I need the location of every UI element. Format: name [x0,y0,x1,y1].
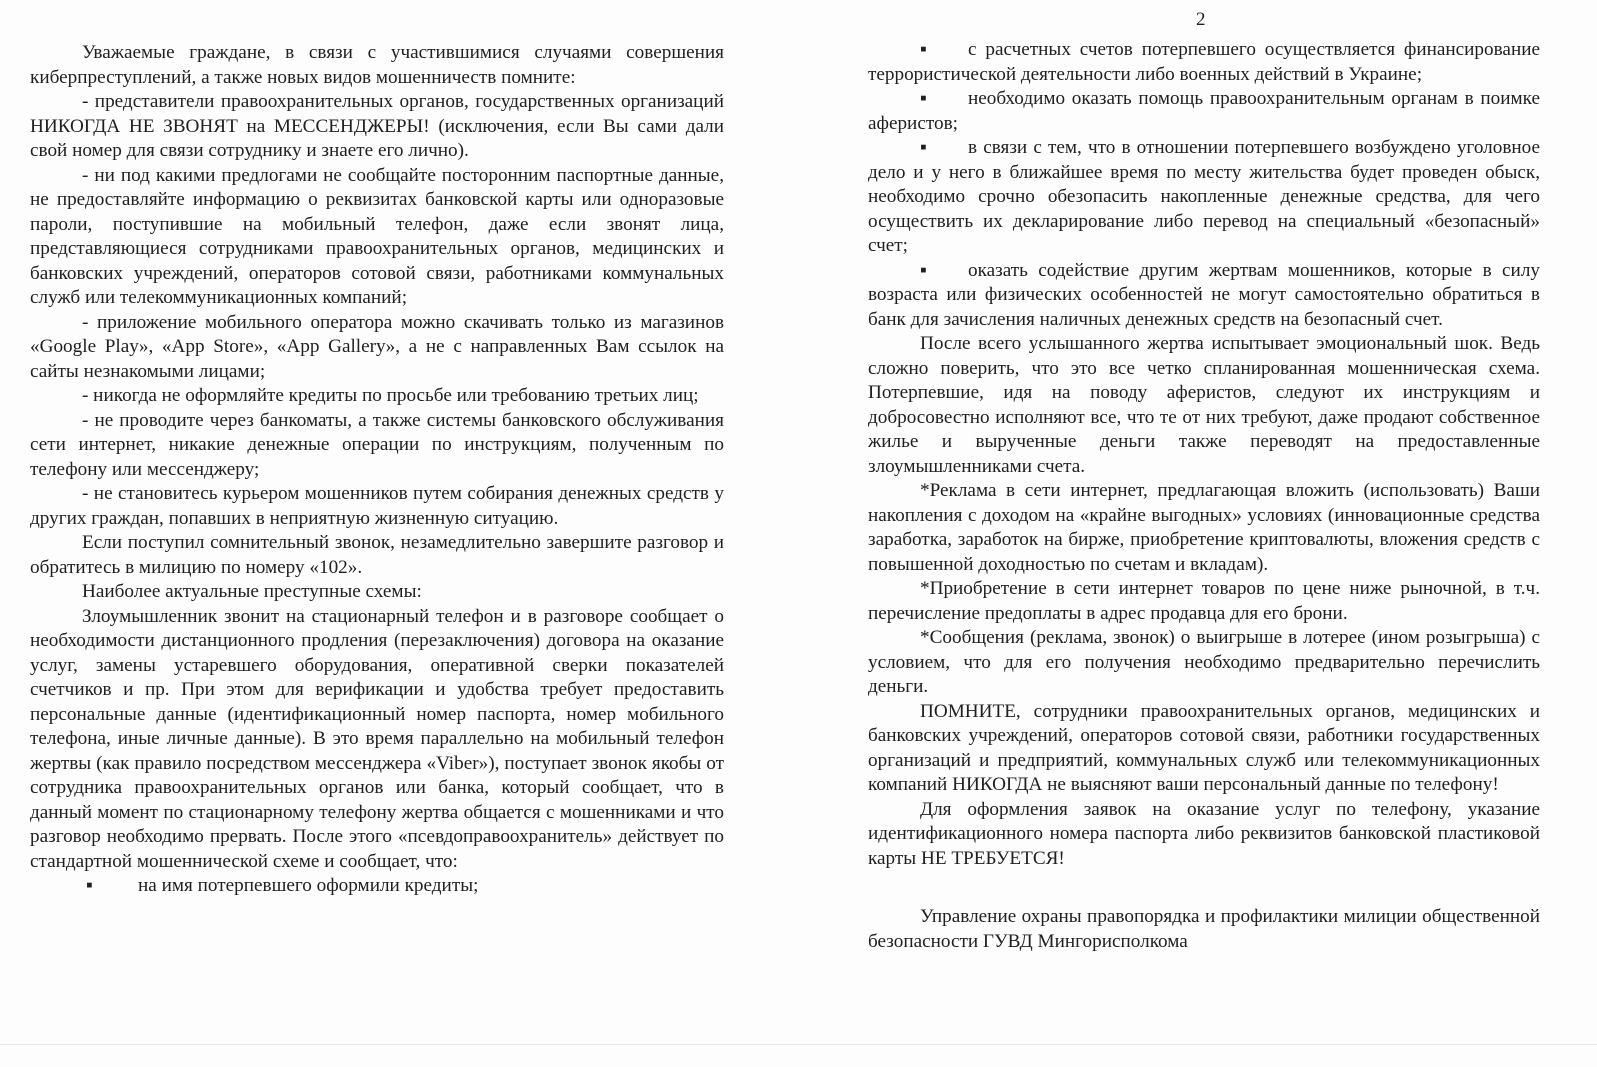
bullet-item-credits [30,874,724,899]
online-purchase-paragraph: *Приобретение в сети интернет товаров по цене ниже рыночной, в т.ч. перечисление предоплаты в адрес продавца для его брони. [868,578,1540,624]
advice-item-messengers: - представители правоохранительных органов, государственных организаций НИКОГДА НЕ ЗВОНЯТ на МЕССЕНДЖЕРЫ! (исключения, если Вы сами дали свой номер для связи сотруднику и знаете его лично). [30,91,724,161]
scan-edge-divider [0,1044,1597,1045]
advice-item-courier: - не становитесь курьером мошенников путем собирания денежных средств у других граждан, попавших в неприятную жизненную ситуацию. [30,483,724,529]
bullet-item-terrorism-financing [868,38,1540,87]
advice-item-app-download: - приложение мобильного оператора можно скачивать только из магазинов «Google Play», «App Store», «App Gallery», а не с направленных Вам ссылок на сайты незнакомыми лицами; [30,311,724,382]
advice-item-credits: - никогда не оформляйте кредиты по просьбе или требованию третьих лиц; [82,385,699,406]
bullet-item-text: с расчетных счетов потерпевшего осуществляется финансирование террористической деятельности либо военных действий в Украине; [868,39,1540,85]
bullet-item-text: необходимо оказать помощь правоохранительным органам в поимке аферистов; [868,88,1540,134]
bullet-item-text: оказать содействие другим жертвам мошенников, которые в силу возраста или физических особенностей не могут самостоятельно обратиться в банк для зачисления наличных денежных средств на безопасный счет. [868,259,1540,330]
bullet-mark-icon: ▪ [920,259,927,281]
right-page-text [868,38,1540,954]
no-passport-required-paragraph: Для оформления заявок на оказание услуг по телефону, указание идентификационного номера паспорта либо реквизитов банковской пластиковой карты НЕ ТРЕБУЕТСЯ! [868,798,1540,869]
bullet-item-text: в связи с тем, что в отношении потерпевшего возбуждено уголовное дело и у него в ближайшее время по месту жительства будет проведен обыск, необходимо срочно обезопасить накопленные денежные средства, для чего осуществить их декларирование либо перевод на специальный «безопасный» счет; [868,137,1540,256]
bullet-item-criminal-case [868,136,1540,259]
advice-item-passport-data: - ни под какими предлогами не сообщайте посторонним паспортные данные, не предоставляйте информацию о реквизитах банковской карты или одноразовые пароли, поступившие на мобильный телефон, даже если звонят лица, представляющиеся сотрудниками правоохранительных органов, медицинских и банковских учреждений, операторов сотовой связи, работниками коммунальных служб или телекоммуникационных компаний; [30,164,724,308]
bullet-mark-icon: ▪ [920,137,927,158]
advice-item-atm-operations: - не проводите через банкоматы, а также системы банковского обслуживания сети интернет, никакие денежные операции по инструкциям, полученным по телефону или мессенджеру; [30,409,724,480]
scheme-description-paragraph: Злоумышленник звонит на стационарный телефон и в разговоре сообщает о необходимости дистанционного продления (перезаключения) договора на оказание услуг, замены устаревшего оборудования, оперативной сверки показателей счетчиков и пр. При этом для верификации и удобства требует предоставить персональные данные (идентификационный номер паспорта, номер мобильного телефона, иные личные данные). В это время параллельно на мобильный телефон жертвы (как правило посредством мессенджера «Viber»), поступает звонок якобы от сотрудника правоохранительных органов или банка, который сообщает, что в данный момент по стационарному телефону жертва общается с мошенниками и что разговор необходимо прервать. После этого «псевдоправоохранитель» действует по стандартной мошеннической схеме и сообщает, что: [30,605,724,872]
intro-paragraph: Уважаемые граждане, в связи с участившимися случаями совершения киберпреступлений, а также новых видов мошенничеств помните: [30,42,724,88]
right-page [800,0,1597,1067]
suspicious-call-paragraph: Если поступил сомнительный звонок, незамедлительно завершите разговор и обратитесь в милицию по номеру «102». [30,532,724,578]
remember-paragraph: ПОМНИТЕ, сотрудники правоохранительных органов, медицинских и банковских учреждений, операторов сотовой связи, работники государственных организаций и предприятий, коммунальных служб или телекоммуникационных компаний НИКОГДА не выясняют ваши персональный данные по телефону! [868,700,1540,795]
bullet-mark-icon: ▪ [86,875,93,896]
bullet-item-text: на имя потерпевшего оформили кредиты; [138,875,479,896]
schemes-heading: Наиболее актуальные преступные схемы: [82,581,422,602]
bullet-item-assist-victims [868,259,1540,333]
signature-block: Управление охраны правопорядка и профилактики милиции общественной безопасности ГУВД Мингорисполкома [868,906,1540,952]
emotional-shock-paragraph: После всего услышанного жертва испытывает эмоциональный шок. Ведь сложно поверить, что это все четко спланированная мошенническая схема. Потерпевшие, идя на поводу аферистов, следуют их инструкциям и добросовестно исполняют все, что те от них требуют, даже продают собственное жилье и вырученные деньги также переводят на предоставленные злоумышленниками счета. [868,333,1540,477]
bullet-mark-icon: ▪ [920,88,927,109]
page-number: 2 [1196,9,1206,30]
bullet-item-help-police [868,87,1540,136]
left-page-text [30,41,724,899]
lottery-paragraph: *Сообщения (реклама, звонок) о выигрыше в лотерее (ином розыгрыша) с условием, что для его получения необходимо предварительно перечислить деньги. [868,627,1540,697]
bullet-mark-icon: ▪ [920,39,927,60]
investment-ads-paragraph: *Реклама в сети интернет, предлагающая вложить (использовать) Ваши накопления с доходом на «крайне выгодных» условиях (инновационные средства заработка, заработок на бирже, приобретение криптовалюты, вложения средств с повышенной доходностью по счетам и вкладам). [868,480,1540,575]
